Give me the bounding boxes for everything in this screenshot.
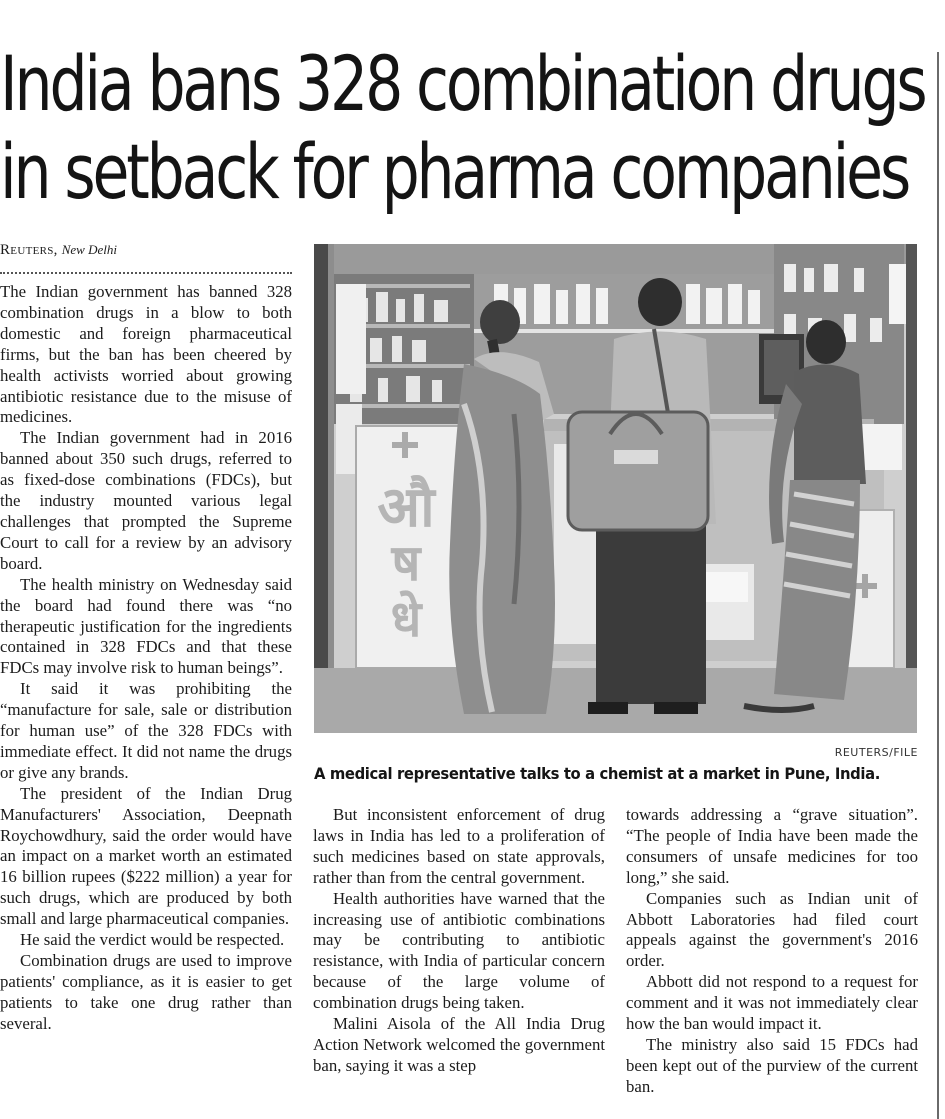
paragraph: Health authorities have warned that the increasing use of antibiotic combinations may be contributing to antibiotic resistance, with India of particular concern because of the large volume of combination drugs being taken. bbox=[313, 888, 605, 1013]
paragraph: Malini Aisola of the All India Drug Action Network welcomed the government ban, saying it was a step bbox=[313, 1014, 605, 1075]
byline-agency: Reuters, bbox=[0, 242, 58, 258]
news-photo bbox=[314, 244, 917, 733]
pharmacy-scene-illustration bbox=[314, 244, 917, 733]
headline bbox=[0, 40, 932, 216]
paragraph: Abbott did not respond to a request for comment and it was not immediately clear how the ban would impact it. bbox=[626, 972, 918, 1034]
paragraph: The president of the Indian Drug Manufacturers' Association, Deepnath Roychowdhury, said the order would have an impact on a market worth an estimated 16 billion rupees ($222 million) a year for such drugs, which are produced by both small and large pharmaceutical companies. bbox=[0, 783, 292, 929]
headline-line-2: in setback for pharma companies bbox=[0, 127, 909, 216]
byline bbox=[0, 240, 292, 260]
paragraph: Combination drugs are used to improve patients' compliance, as it is easier to get patients to take one drug rather than several. bbox=[0, 951, 292, 1033]
paragraph: The ministry also said 15 FDCs had been kept out of the purview of the current ban. bbox=[626, 1034, 918, 1096]
article-column-1 bbox=[0, 282, 292, 1035]
headline-line-1: India bans 328 combination drugs bbox=[0, 39, 925, 128]
signage-char-1: औ bbox=[377, 475, 435, 540]
column-rule bbox=[937, 52, 939, 1119]
article-column-3 bbox=[626, 805, 918, 1098]
paragraph: It said it was prohibiting the “manufacture for sale, sale or distribution for human use” of the 328 FDCs with immediate effect. It did not name the drugs or give any brands. bbox=[0, 679, 292, 782]
byline-divider bbox=[0, 272, 292, 274]
paragraph: The Indian government had in 2016 banned about 350 such drugs, referred to as fixed-dose combinations (FDCs), but the industry mounted various legal challenges that prompted the Supreme Court to call for a review by an advisory board. bbox=[0, 428, 292, 573]
paragraph: towards addressing a “grave situation”. “The people of India have been made the consumers of unsafe medicines for too long,” she said. bbox=[626, 805, 918, 887]
photo-credit: REUTERS/FILE bbox=[834, 746, 918, 759]
paragraph: The health ministry on Wednesday said the board had found there was “no therapeutic justification for the ingredients contained in 328 FDCs and that these FDCs may involve risk to human beings”. bbox=[0, 574, 292, 678]
byline-place: New Delhi bbox=[61, 242, 117, 257]
signage-char-3: धे bbox=[390, 590, 422, 648]
paragraph: Companies such as Indian unit of Abbott Laboratories had filed court appeals against the government's 2016 order. bbox=[626, 888, 918, 971]
article-column-2 bbox=[313, 805, 605, 1077]
paragraph: But inconsistent enforcement of drug laws in India has led to a proliferation of such medicines based on state approvals, rather than from the central government. bbox=[313, 805, 605, 887]
photo-caption: A medical representative talks to a chemist at a market in Pune, India. bbox=[314, 765, 880, 783]
paragraph: The Indian government has banned 328 combination drugs in a blow to both domestic and foreign pharmaceutical firms, but the ban has been cheered by health activists worried about growing antibiotic resistance due to the misuse of medicines. bbox=[0, 282, 292, 427]
signage-char-2: ष bbox=[391, 534, 421, 592]
paragraph: He said the verdict would be respected. bbox=[20, 930, 285, 950]
